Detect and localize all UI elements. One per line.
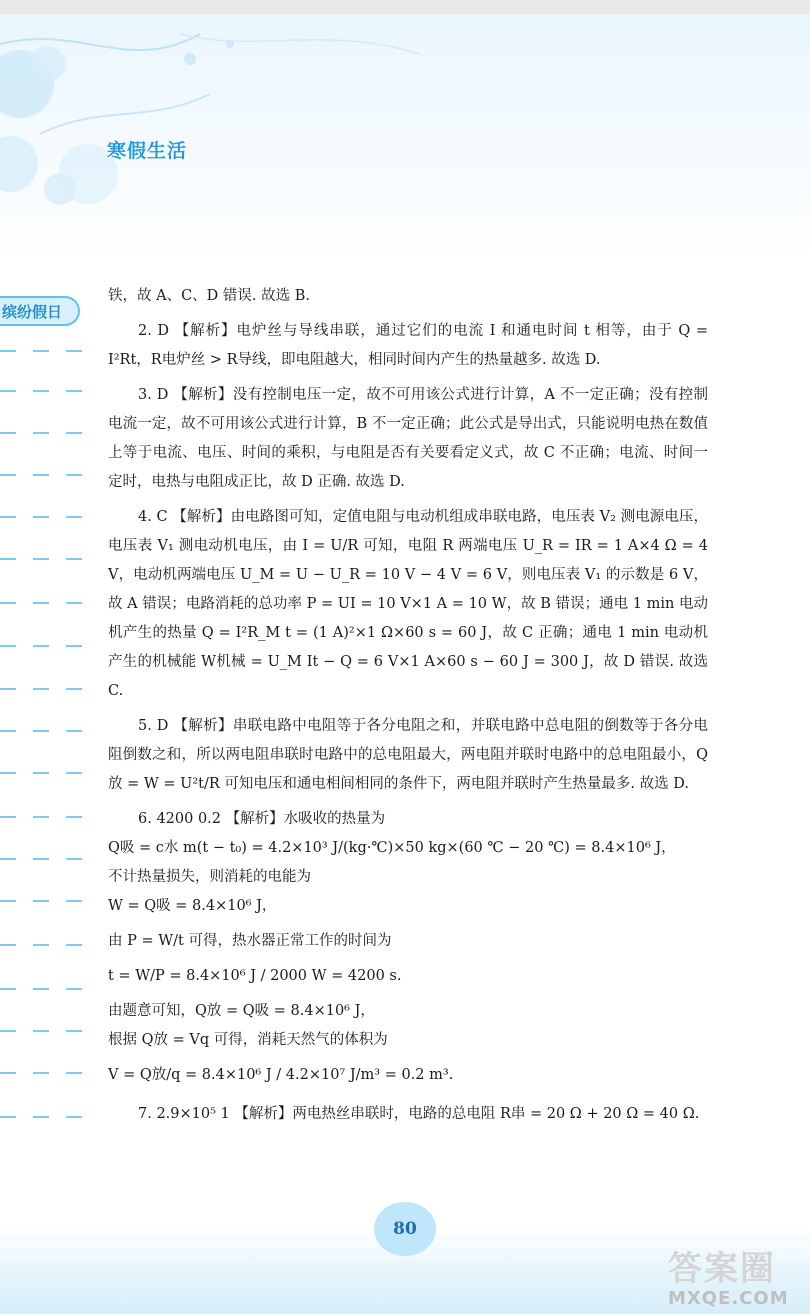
dash-row — [0, 1116, 82, 1118]
answer-item-4: 4. C 【解析】由电路图可知，定值电阻与电动机组成串联电路，电压表 V₂ 测电源电压，电压表 V₁ 测电动机电压，由 I = U/R 可知，电阻 R 两端电压 U_R = IR = 1 A×4 Ω = 4 V，电动机两端电压 U_M = U − U_R = 10 V − 4 V = 6 V，则电压表 V₁ 的示数是 6 V，故 A 错误；电路消耗的总功率 P = UI = 10 V×1 A = 10 W，故 B 错误；通电 1 min 电动机产生的热量 Q = I²R_M t = (1 A)²×1 Ω×60 s = 60 J，故 C 正确；通电 1 min 电动机产生的机械能 W机械 = U_M It − Q = 6 V×1 A×60 s − 60 J = 300 J，故 D 错误. 故选 C. — [108, 509, 708, 699]
dash-row — [0, 900, 82, 902]
dash-row — [0, 516, 82, 518]
dash-row — [0, 558, 82, 560]
watermark — [668, 1250, 808, 1314]
dash-row — [0, 390, 82, 392]
side-dash-lines — [0, 340, 82, 1160]
calc-line: 由题意可知，Q放 = Q吸 = 8.4×10⁶ J， — [108, 1003, 375, 1019]
dash-row — [0, 688, 82, 690]
calc-line: 由 P = W/t 可得，热水器正常工作的时间为 — [108, 933, 392, 949]
calc-line: t = W/P = 8.4×10⁶ J / 2000 W = 4200 s. — [108, 968, 402, 984]
dash-row — [0, 816, 82, 818]
dash-row — [0, 350, 82, 352]
top-strip — [0, 0, 810, 14]
side-tab: 缤纷假日 — [0, 296, 80, 326]
answer-item-7: 7. 2.9×10⁵ 1 【解析】两电热丝串联时，电路的总电阻 R串 = 20 Ω + 20 Ω = 40 Ω. — [138, 1106, 700, 1122]
dash-row — [0, 730, 82, 732]
dash-row — [0, 944, 82, 946]
calc-line: 根据 Q放 = Vq 可得，消耗天然气的体积为 — [108, 1032, 388, 1048]
calc-line: W = Q吸 = 8.4×10⁶ J， — [108, 898, 277, 914]
answer-item-6: 6. 4200 0.2 【解析】水吸收的热量为 — [138, 811, 386, 827]
page-number: 80 — [374, 1202, 436, 1256]
watermark-url: MXQE.COM — [668, 1288, 789, 1309]
dash-row — [0, 988, 82, 990]
answer-content — [108, 282, 708, 1129]
watermark-text: 答案圈 — [668, 1249, 776, 1289]
calc-line: V = Q放/q = 8.4×10⁶ J / 4.2×10⁷ J/m³ = 0.2 m³. — [108, 1067, 454, 1083]
dash-row — [0, 645, 82, 647]
dash-row — [0, 432, 82, 434]
dash-row — [0, 474, 82, 476]
text-line: 铁，故 A、C、D 错误. 故选 B. — [108, 288, 311, 304]
dash-row — [0, 602, 82, 604]
answer-item-2: 2. D 【解析】电炉丝与导线串联，通过它们的电流 I 和通电时间 t 相等，由于 Q = I²Rt，R电炉丝 > R导线，即电阻越大，相同时间内产生的热量越多. 故选 D. — [108, 323, 708, 368]
calc-line: 不计热量损失，则消耗的电能为 — [108, 869, 311, 885]
calc-line: Q吸 = c水 m(t − t₀) = 4.2×10³ J/(kg·℃)×50 kg×(60 ℃ − 20 ℃) = 8.4×10⁶ J， — [108, 840, 676, 856]
dash-row — [0, 772, 82, 774]
dash-row — [0, 1030, 82, 1032]
answer-item-5: 5. D 【解析】串联电路中电阻等于各分电阻之和，并联电路中总电阻的倒数等于各分电阻倒数之和，所以两电阻串联时电路中的总电阻最大，两电阻并联时电路中的总电阻最小，Q放 = W = U²t/R 可知电压和通电相间相同的条件下，两电阻并联时产生热量最多. 故选 D. — [108, 718, 708, 792]
dash-row — [0, 1072, 82, 1074]
answer-item-3: 3. D 【解析】没有控制电压一定，故不可用该公式进行计算，A 不一定正确；没有控制电流一定，故不可用该公式进行计算，B 不一定正确；此公式是导出式，只能说明电热在数值上等于电流、电压、时间的乘积，与电阻是否有关要看定义式，故 C 不正确；电流、时间一定时，电热与电阻成正比，故 D 正确. 故选 D. — [108, 387, 708, 490]
dash-row — [0, 858, 82, 860]
page-header-title: 寒假生活 — [107, 140, 188, 162]
